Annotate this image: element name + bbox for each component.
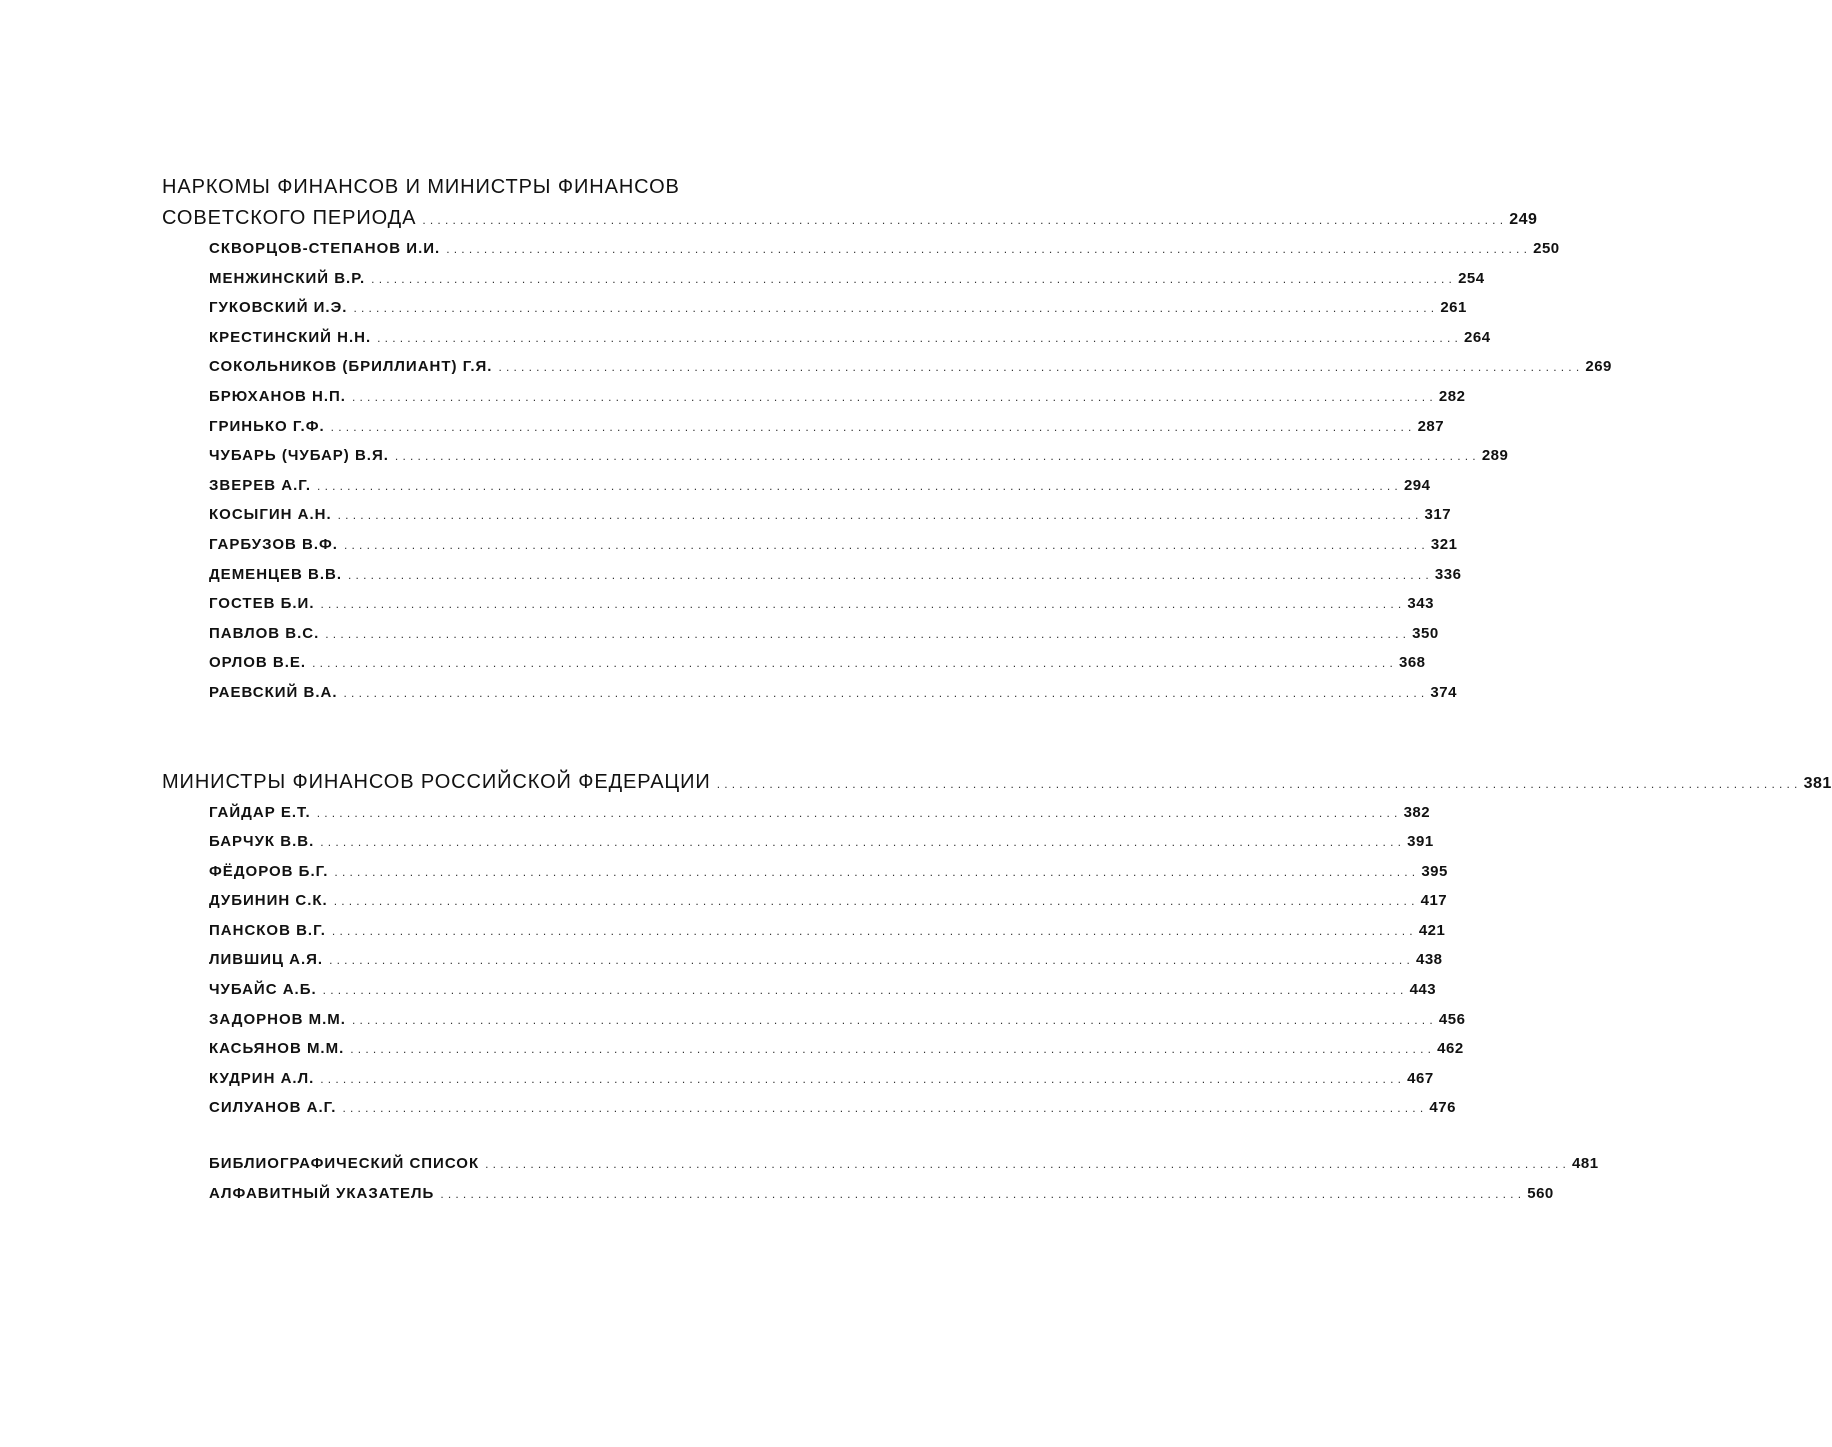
toc-entry-page: 321 — [1430, 535, 1458, 553]
dot-leader: ................................................................................................................................................ — [331, 923, 1417, 938]
dot-leader: ................................................................................................................................................ — [422, 213, 1508, 227]
toc-entry-page: 382 — [1403, 803, 1431, 821]
soviet-section-title-line1: НАРКОМЫ ФИНАНСОВ И МИНИСТРЫ ФИНАНСОВ — [162, 176, 680, 198]
soviet-section-title-line2: СОВЕТСКОГО ПЕРИОДА — [162, 207, 417, 229]
toc-entry-name: КОСЫГИН А.Н. — [209, 506, 332, 524]
dot-leader: ................................................................................................................................................ — [342, 1101, 1428, 1116]
toc-entry-page: 481 — [1572, 1155, 1599, 1173]
russian-section-page: 381 — [1803, 774, 1832, 792]
toc-entry-page: 368 — [1399, 654, 1426, 672]
dot-leader: ................................................................................................................................................ — [440, 1186, 1526, 1201]
toc-entry-page: 443 — [1409, 981, 1437, 999]
soviet-entry-list — [162, 234, 1612, 708]
dot-leader: ................................................................................................................................................ — [348, 567, 1433, 582]
toc-entry-name: КРЕСТИНСКИЙ Н.Н. — [209, 328, 372, 346]
toc-entry-page: 269 — [1585, 358, 1612, 376]
dot-leader: ................................................................................................................................................ — [329, 953, 1414, 968]
toc-entry[interactable] — [162, 560, 1462, 590]
toc-entry[interactable] — [162, 323, 1491, 353]
toc-entry-name: БИБЛИОГРАФИЧЕСКИЙ СПИСОК — [209, 1155, 480, 1173]
toc-entry[interactable] — [162, 798, 1431, 828]
toc-entry[interactable] — [162, 382, 1466, 412]
toc-entry-name: ГАЙДАР Е.Т. — [209, 803, 311, 821]
toc-entry-page: 254 — [1458, 269, 1485, 287]
table-of-contents — [162, 172, 1832, 1208]
toc-entry-name: ПАНСКОВ В.Г. — [209, 921, 326, 939]
toc-entry[interactable] — [162, 975, 1437, 1005]
toc-entry-page: 374 — [1430, 683, 1457, 701]
appendix-entry-list — [162, 1149, 1599, 1208]
toc-entry-name: СОКОЛЬНИКОВ (БРИЛЛИАНТ) Г.Я. — [209, 358, 493, 376]
russian-section-heading[interactable] — [162, 766, 1832, 798]
toc-entry-name: КАСЬЯНОВ М.М. — [209, 1040, 345, 1058]
toc-entry-name: ЛИВШИЦ А.Я. — [209, 951, 324, 969]
toc-entry-page: 317 — [1424, 506, 1452, 524]
toc-entry-name: КУДРИН А.Л. — [209, 1069, 315, 1087]
toc-entry[interactable] — [162, 1005, 1466, 1035]
toc-entry-index[interactable] — [162, 1179, 1554, 1209]
toc-entry-name: ЗВЕРЕВ А.Г. — [209, 476, 312, 494]
toc-entry-page: 261 — [1440, 299, 1467, 317]
toc-entry-page: 421 — [1418, 921, 1446, 939]
dot-leader: ................................................................................................................................................ — [377, 330, 1463, 345]
toc-entry-name: АЛФАВИТНЫЙ УКАЗАТЕЛЬ — [209, 1184, 435, 1202]
dot-leader: ................................................................................................................................................ — [351, 389, 1437, 404]
dot-leader: ................................................................................................................................................ — [485, 1157, 1571, 1172]
dot-leader: ................................................................................................................................................ — [333, 894, 1419, 909]
toc-entry-page: 343 — [1407, 595, 1434, 613]
toc-entry[interactable] — [162, 886, 1448, 916]
russian-section-title: МИНИСТРЫ ФИНАНСОВ РОССИЙСКОЙ ФЕДЕРАЦИИ — [162, 770, 711, 793]
toc-entry-name: ЧУБАЙС А.Б. — [209, 981, 317, 999]
toc-entry-page: 250 — [1533, 240, 1560, 257]
toc-entry-name: СИЛУАНОВ А.Г. — [209, 1099, 337, 1117]
toc-entry-page: 350 — [1412, 624, 1439, 642]
dot-leader: ................................................................................................................................................ — [351, 1012, 1437, 1027]
section-spacer — [162, 708, 852, 766]
soviet-section-page: 249 — [1509, 211, 1538, 228]
soviet-section-heading[interactable] — [162, 202, 1538, 234]
dot-leader: ................................................................................................................................................ — [716, 776, 1802, 791]
toc-entry-page: 264 — [1464, 328, 1491, 346]
toc-entry-name: ГОСТЕВ Б.И. — [209, 595, 315, 613]
toc-entry[interactable] — [162, 471, 1431, 501]
dot-leader: ................................................................................................................................................ — [498, 360, 1584, 375]
toc-entry[interactable] — [162, 500, 1452, 530]
toc-entry-name: БАРЧУК В.В. — [209, 833, 315, 851]
toc-entry[interactable] — [162, 264, 1485, 294]
dot-leader: ................................................................................................................................................ — [343, 537, 1429, 552]
dot-leader: ................................................................................................................................................ — [317, 478, 1402, 493]
toc-entry[interactable] — [162, 916, 1446, 946]
toc-entry-page: 456 — [1438, 1010, 1466, 1028]
toc-entry-page: 560 — [1527, 1184, 1554, 1202]
dot-leader: ................................................................................................................................................ — [316, 805, 1402, 820]
toc-entry-name: БРЮХАНОВ Н.П. — [209, 387, 346, 405]
toc-entry-page: 438 — [1415, 951, 1443, 969]
toc-entry-name: РАЕВСКИЙ В.А. — [209, 683, 338, 701]
toc-entry-name: ЗАДОРНОВ М.М. — [209, 1010, 346, 1028]
toc-entry-name: СКВОРЦОВ-СТЕПАНОВ И.И. — [209, 240, 441, 257]
toc-entry-page: 391 — [1407, 833, 1434, 851]
toc-entry-name: ДУБИНИН С.К. — [209, 892, 328, 910]
toc-entry-page: 287 — [1417, 417, 1445, 435]
toc-entry[interactable] — [162, 857, 1448, 887]
toc-entry[interactable] — [162, 530, 1458, 560]
toc-entry-name: ПАВЛОВ В.С. — [209, 624, 320, 642]
dot-leader: ................................................................................................................................................ — [394, 449, 1480, 464]
dot-leader: ................................................................................................................................................ — [325, 626, 1411, 641]
toc-entry-bibliography[interactable] — [162, 1149, 1599, 1179]
toc-entry-name: ОРЛОВ В.Е. — [209, 654, 307, 672]
toc-entry[interactable] — [162, 352, 1612, 382]
toc-entry[interactable] — [162, 412, 1445, 442]
toc-entry-page: 395 — [1421, 862, 1448, 880]
toc-entry[interactable] — [162, 678, 1457, 708]
dot-leader: ................................................................................................................................................ — [350, 1042, 1436, 1057]
toc-entry-name: ГАРБУЗОВ В.Ф. — [209, 535, 338, 553]
toc-entry-name: ГРИНЬКО Г.Ф. — [209, 417, 325, 435]
toc-entry-page: 467 — [1407, 1069, 1434, 1087]
toc-entry-name: ЧУБАРЬ (ЧУБАР) В.Я. — [209, 447, 389, 465]
dot-leader: ................................................................................................................................................ — [353, 301, 1439, 316]
dot-leader: ................................................................................................................................................ — [320, 1071, 1406, 1086]
toc-entry-name: ГУКОВСКИЙ И.Э. — [209, 299, 348, 317]
toc-entry-page: 462 — [1437, 1040, 1464, 1058]
toc-entry[interactable] — [162, 619, 1439, 649]
toc-entry[interactable] — [162, 945, 1443, 975]
toc-entry[interactable] — [162, 234, 1560, 264]
toc-entry-page: 294 — [1403, 476, 1431, 494]
toc-entry[interactable] — [162, 1064, 1434, 1094]
section-spacer — [162, 1123, 852, 1149]
dot-leader: ................................................................................................................................................ — [334, 864, 1420, 879]
dot-leader: ................................................................................................................................................ — [320, 597, 1406, 612]
dot-leader: ................................................................................................................................................ — [322, 983, 1408, 998]
russian-entry-list — [162, 798, 1466, 1124]
toc-entry-page: 336 — [1434, 565, 1462, 583]
toc-entry-page: 476 — [1429, 1099, 1456, 1117]
dot-leader: ................................................................................................................................................ — [446, 242, 1532, 256]
dot-leader: ................................................................................................................................................ — [320, 835, 1406, 850]
dot-leader: ................................................................................................................................................ — [312, 656, 1397, 671]
dot-leader: ................................................................................................................................................ — [330, 419, 1416, 434]
toc-entry-page: 289 — [1481, 447, 1509, 465]
toc-entry[interactable] — [162, 1093, 1456, 1123]
dot-leader: ................................................................................................................................................ — [371, 271, 1457, 286]
dot-leader: ................................................................................................................................................ — [337, 508, 1423, 523]
toc-entry[interactable] — [162, 441, 1509, 471]
toc-entry-page: 417 — [1420, 892, 1448, 910]
toc-entry[interactable] — [162, 293, 1467, 323]
toc-entry[interactable] — [162, 589, 1434, 619]
toc-entry[interactable] — [162, 827, 1434, 857]
toc-entry-name: ФЁДОРОВ Б.Г. — [209, 862, 329, 880]
toc-entry-name: ДЕМЕНЦЕВ В.В. — [209, 565, 342, 583]
toc-entry[interactable] — [162, 1034, 1464, 1064]
toc-entry[interactable] — [162, 648, 1426, 678]
dot-leader: ................................................................................................................................................ — [343, 685, 1429, 700]
toc-entry-page: 282 — [1438, 387, 1466, 405]
toc-entry-name: МЕНЖИНСКИЙ В.Р. — [209, 269, 366, 287]
